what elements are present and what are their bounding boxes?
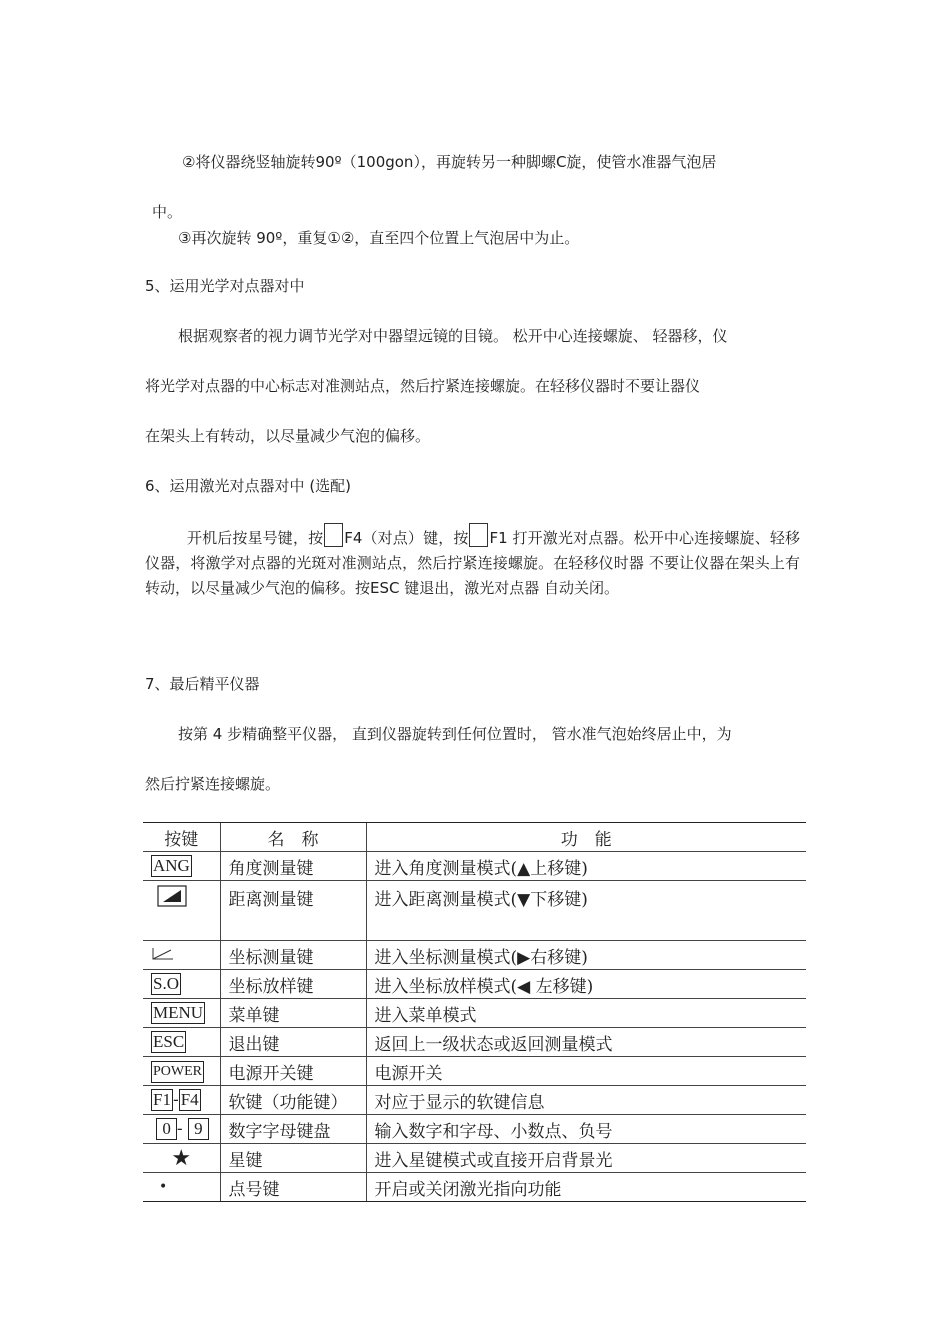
key-so: S.O (153, 974, 179, 993)
row-function: 进入坐标放样模式(◀ 左移键) (366, 970, 806, 999)
row-function: 进入菜单模式 (366, 999, 806, 1028)
table-row (143, 941, 806, 970)
table-row (143, 1057, 806, 1086)
row-name: 距离测量键 (220, 881, 366, 941)
row-function: 进入距离测量模式(▼下移键) (366, 881, 806, 941)
row-name: 电源开关键 (220, 1057, 366, 1086)
key-menu: MENU (153, 1003, 204, 1022)
key-power: POWER (151, 1061, 204, 1083)
table-row (143, 1086, 806, 1115)
star-key-icon: ★ (143, 1144, 220, 1173)
heading-step-6: 6、运用激光对点器对中 (选配) (145, 477, 352, 495)
row-function: 对应于显示的软键信息 (366, 1086, 806, 1115)
distance-icon (157, 885, 187, 912)
row-function: 进入星键模式或直接开启背景光 (366, 1144, 806, 1173)
row-name: 点号键 (220, 1173, 366, 1202)
row-name: 软键（功能键） (220, 1086, 366, 1115)
paragraph-step-6-c: F1 打开激光对点器。松开中心连接螺旋、轻移仪器，将激学对点器的光斑对准测站点，然后拧紧连接螺旋。在轻移仪时器 不要让仪器在架头上有转动，以尽量减少气泡的偏移。按ESC 键退出，激光对点器 自动关闭。 (145, 529, 800, 597)
key-box-icon (324, 523, 343, 547)
paragraph-rotate-90-cont: 中。 (152, 203, 183, 221)
row-name: 退出键 (220, 1028, 366, 1057)
key-f4: F4 (180, 1090, 199, 1109)
row-function: 进入角度测量模式(▲上移键) (366, 852, 806, 881)
paragraph-step-6-a: 开机后按星号键，按 (187, 529, 324, 547)
paragraph-step-6-b: F4（对点）键，按 (344, 529, 469, 547)
row-name: 菜单键 (220, 999, 366, 1028)
heading-step-7: 7、最后精平仪器 (145, 675, 260, 693)
key-f1: F1 (153, 1090, 171, 1109)
table-row (143, 999, 806, 1028)
table-row (143, 1144, 806, 1173)
table-row (143, 852, 806, 881)
paragraph-step-6 (145, 523, 800, 601)
row-function: 开启或关闭激光指向功能 (366, 1173, 806, 1202)
key-range-sep: - (172, 1090, 179, 1110)
table-row (143, 1115, 806, 1144)
paragraph-step-7-line1: 按第 4 步精确整平仪器， 直到仪器旋转到任何位置时， 管水准气泡始终居止中，为 (178, 725, 732, 743)
row-function: 进入坐标测量模式(▶右移键) (366, 941, 806, 970)
key-0: 0 (156, 1118, 177, 1140)
row-name: 坐标测量键 (220, 941, 366, 970)
key-box-icon (469, 523, 488, 547)
header-function: 功 能 (366, 823, 806, 852)
key-function-table (143, 822, 806, 1202)
paragraph-step-5-line3: 在架头上有转动，以尽量减少气泡的偏移。 (145, 427, 431, 445)
header-key: 按键 (143, 823, 220, 852)
paragraph-step-5-line1: 根据观察者的视力调节光学对中器望远镜的目镜。 松开中心连接螺旋、 轻器移，仪 (178, 327, 728, 345)
coordinate-icon (151, 945, 175, 966)
row-name: 角度测量键 (220, 852, 366, 881)
row-name: 数字字母键盘 (220, 1115, 366, 1144)
paragraph-rotate-again: ③再次旋转 90º，重复①②，直至四个位置上气泡居中为止。 (178, 229, 580, 247)
key-ang: ANG (153, 856, 190, 875)
key-9: 9 (188, 1118, 209, 1140)
row-function: 返回上一级状态或返回测量模式 (366, 1028, 806, 1057)
heading-step-5: 5、运用光学对点器对中 (145, 277, 305, 295)
key-esc: ESC (153, 1032, 185, 1051)
row-name: 星键 (220, 1144, 366, 1173)
paragraph-step-5-line2: 将光学对点器的中心标志对准测站点，然后拧紧连接螺旋。在轻移仪器时不要让器仪 (145, 377, 701, 395)
table-header-row (143, 823, 806, 852)
key-range-sep: - (176, 1119, 183, 1139)
table-row (143, 881, 806, 941)
row-function: 电源开关 (366, 1057, 806, 1086)
header-name: 名 称 (220, 823, 366, 852)
table-row (143, 1028, 806, 1057)
row-name: 坐标放样键 (220, 970, 366, 999)
table-row (143, 970, 806, 999)
dot-key-icon: • (143, 1173, 220, 1202)
table-row (143, 1173, 806, 1202)
row-function: 输入数字和字母、小数点、负号 (366, 1115, 806, 1144)
paragraph-rotate-90: ②将仪器绕竖轴旋转90º（100gon），再旋转另一种脚螺C旋，使管水准器气泡居 (182, 153, 717, 171)
paragraph-step-7-line2: 然后拧紧连接螺旋。 (145, 775, 281, 793)
